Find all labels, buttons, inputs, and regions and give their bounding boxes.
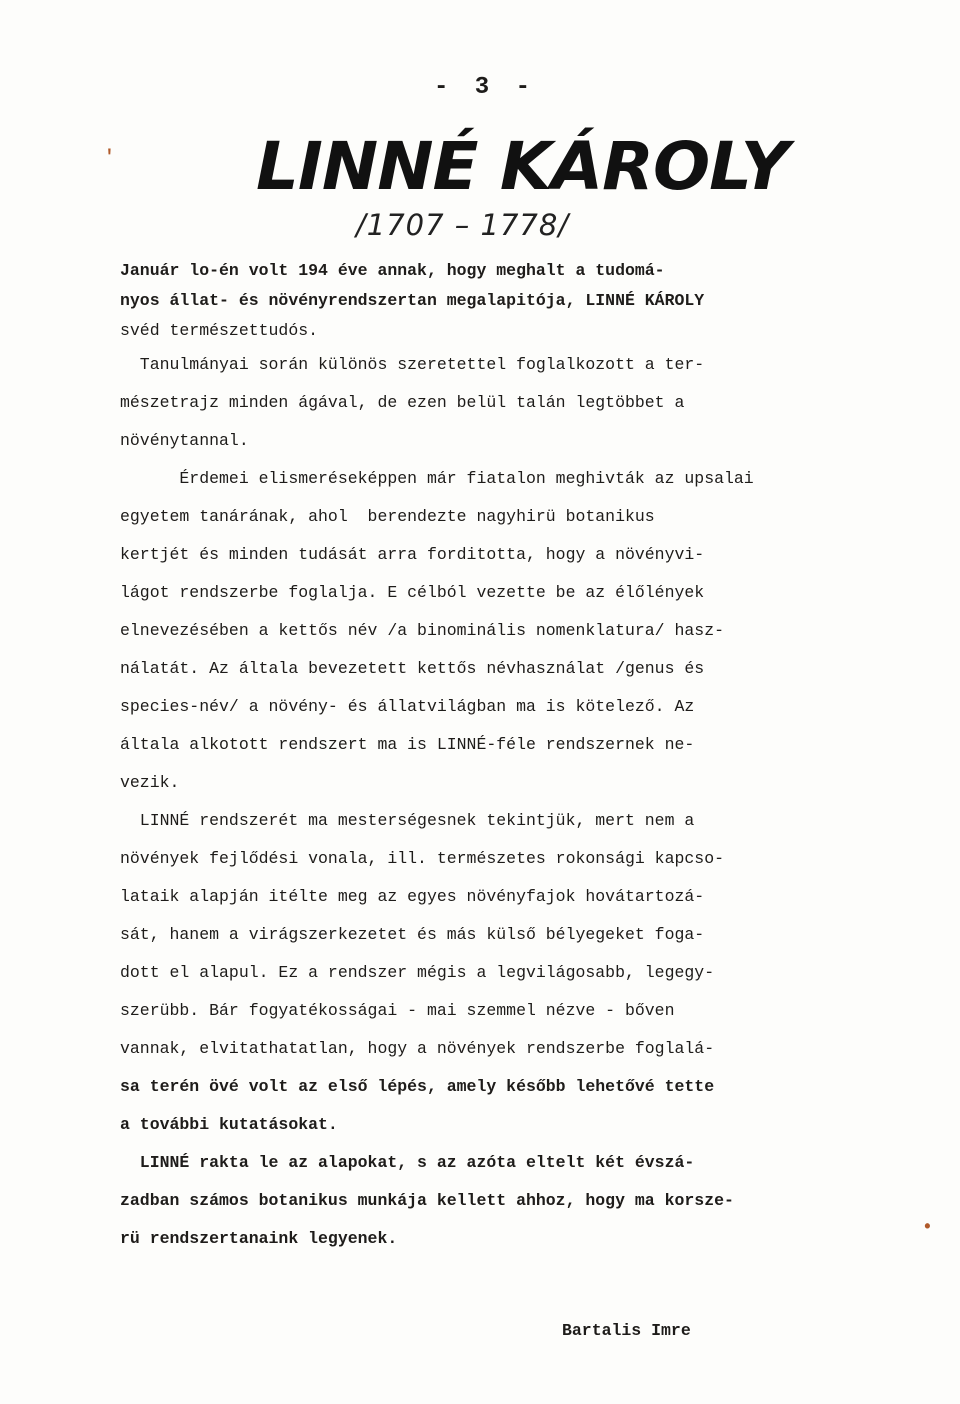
margin-mark-left: '	[104, 148, 115, 168]
text-line: vezik.	[120, 773, 180, 792]
article-title: LINNÉ KÁROLY	[256, 128, 789, 205]
text-line: svéd természettudós.	[120, 321, 319, 340]
life-dates: /1707 – 1778/	[356, 208, 570, 242]
text-line: lataik alapján itélte meg az egyes növényfajok hovátartozá-	[120, 887, 705, 906]
text-line: mészetrajz minden ágával, de ezen belül talán legtöbbet a	[120, 393, 685, 412]
text-line: kertjét és minden tudását arra forditotta, hogy a növényvi-	[120, 545, 705, 564]
article-body	[120, 256, 880, 1258]
text-line: nyos állat- és növényrendszertan megalapitója, LINNÉ KÁROLY	[120, 291, 705, 310]
text-line: species-név/ a növény- és állatvilágban ma is kötelező. Az	[120, 697, 695, 716]
text-line: egyetem tanárának, ahol berendezte nagyhirü botanikus	[120, 507, 655, 526]
text-line: Tanulmányai során különös szeretettel foglalkozott a ter-	[120, 355, 705, 374]
text-line: Január lo-én volt 194 éve annak, hogy meghalt a tudomá-	[120, 261, 665, 280]
text-line: nálatát. Az általa bevezetett kettős névhasználat /genus és	[120, 659, 705, 678]
text-line: szerübb. Bár fogyatékosságai - mai szemmel nézve - bőven	[120, 1001, 675, 1020]
text-line: dott el alapul. Ez a rendszer mégis a legvilágosabb, legegy-	[120, 963, 715, 982]
text-line: növénytannal.	[120, 431, 249, 450]
text-line: LINNÉ rendszerét ma mesterségesnek tekintjük, mert nem a	[120, 811, 695, 830]
text-line: általa alkotott rendszert ma is LINNÉ-féle rendszernek ne-	[120, 735, 695, 754]
text-line: növények fejlődési vonala, ill. természetes rokonsági kapcso-	[120, 849, 724, 868]
text-line: zadban számos botanikus munkája kellett ahhoz, hogy ma korsze-	[120, 1191, 734, 1210]
text-line: Érdemei elismeréseképpen már fiatalon meghivták az upsalai	[120, 469, 754, 488]
text-line: vannak, elvitathatatlan, hogy a növények rendszerbe foglalá-	[120, 1039, 715, 1058]
text-line: rü rendszertanaink legyenek.	[120, 1229, 398, 1248]
text-line: sa terén övé volt az első lépés, amely később lehetővé tette	[120, 1077, 715, 1096]
page-number: - 3 -	[434, 74, 537, 101]
text-line: sát, hanem a virágszerkezetet és más külső bélyegeket foga-	[120, 925, 705, 944]
margin-mark-right: •	[922, 1218, 933, 1238]
text-line: a további kutatásokat.	[120, 1115, 338, 1134]
text-line: elnevezésében a kettős név /a binominális nomenklatura/ hasz-	[120, 621, 724, 640]
text-line: lágot rendszerbe foglalja. E célból vezette be az élőlények	[120, 583, 705, 602]
text-line: LINNÉ rakta le az alapokat, s az azóta eltelt két évszá-	[120, 1153, 695, 1172]
author-signature: Bartalis Imre	[562, 1321, 691, 1340]
